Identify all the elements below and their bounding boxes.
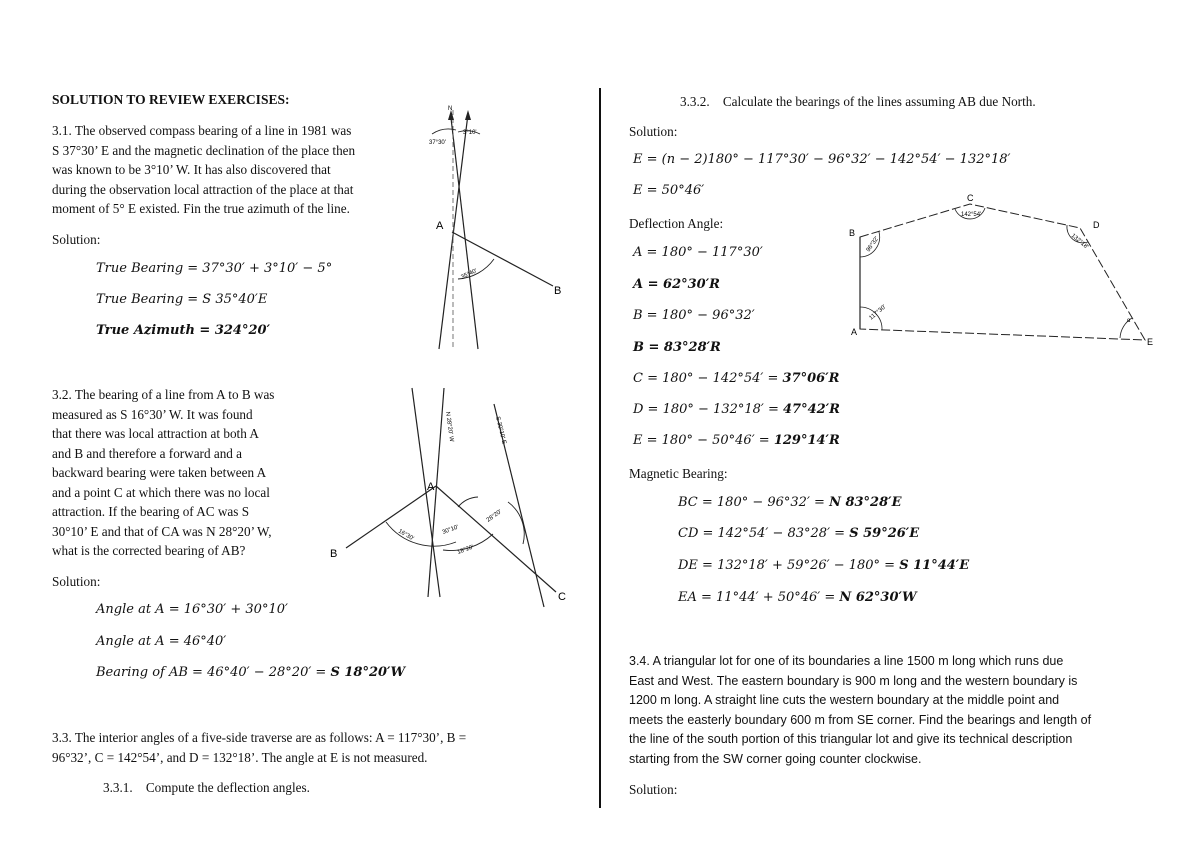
angle-label: 16°30' (397, 528, 415, 543)
point-b-label: B (330, 548, 338, 560)
angle-label: 96°32' (865, 235, 881, 254)
problem-line: 3.3. The interior angles of a five-side traverse are as follows: A = 117°30’, B = (52, 730, 467, 745)
problem-line: during the observation local attraction of the place at that (52, 181, 354, 197)
bearing-label: N 28°20' W (444, 411, 455, 443)
equation-text: E = 180° − 50°46′ = (633, 433, 774, 448)
traverse-polygon (860, 204, 1145, 340)
figure-3-3 (845, 192, 1163, 348)
north-label: N (448, 106, 453, 112)
equation-result: 129°14′R (773, 433, 840, 448)
problem-line: meets the easterly boundary 600 m from SE corner. Find the bearings and length of (629, 712, 1092, 727)
equation-result: N 83°28′E (829, 495, 902, 510)
equation-result: A = 62°30′R (633, 277, 720, 292)
problem-line: 96°32’, C = 142°54’, and D = 132°18’. The angle at E is not measured. (52, 749, 428, 765)
equation: Angle at A = 16°30′ + 30°10′ (96, 602, 288, 617)
point-e-label: E (1147, 337, 1154, 347)
equation-result: 37°06′R (782, 371, 840, 386)
angle-label: 3°10' (463, 130, 477, 136)
point-d-label: D (1093, 220, 1100, 230)
equation: True Bearing = S 35°40′E (96, 292, 268, 307)
angle-label: 18°20' (456, 544, 475, 556)
problem-line: 1200 m long. A straight line cuts the western boundary at the middle point and (629, 693, 1060, 707)
problem-3-4 (629, 652, 1149, 769)
point-b-label: B (554, 285, 562, 297)
equation (633, 402, 840, 417)
angle-label: 30°10' (441, 524, 460, 536)
point-b-label: B (849, 228, 856, 238)
figure-3-1 (418, 104, 578, 352)
equation (96, 665, 405, 680)
line-ab (346, 486, 436, 548)
true-north-line (439, 114, 468, 349)
equation: E = (n − 2)180° − 117°30′ − 96°32′ − 142°54′ − 132°18′ (633, 152, 1011, 167)
angle-arc (508, 502, 524, 544)
angle-arc (458, 497, 478, 507)
problem-line: moment of 5° E existed. Fin the true azimuth of the line. (52, 201, 350, 216)
problem-line: the line of the south portion of this triangular lot and give its technical description (629, 732, 1073, 746)
north-arrow-icon (465, 110, 471, 120)
equation (678, 558, 969, 573)
equation: Angle at A = 46°40′ (96, 634, 227, 649)
equation-result: True Azimuth = 324°20′ (96, 323, 270, 338)
equation-text: EA = 11°44′ + 50°46′ = (678, 590, 840, 605)
solution-label: Solution: (52, 574, 101, 589)
equation-result: S 59°26′E (849, 526, 920, 541)
angle-label: α (1127, 318, 1131, 324)
equation-result: B = 83°28′R (633, 340, 721, 355)
equation (633, 433, 840, 448)
equation (678, 526, 919, 541)
problem-line: measured as S 16°30’ W. It was found (52, 406, 253, 422)
problem-line: 3.4. A triangular lot for one of its boundaries a line 1500 m long which runs due (629, 654, 1064, 668)
point-c-label: C (967, 193, 974, 203)
bearing-label: S 30°10' E (494, 416, 507, 445)
problem-3-3-2: 3.3.2. Calculate the bearings of the lines assuming AB due North. (680, 94, 1036, 109)
deflection-label: Deflection Angle: (629, 216, 724, 231)
problem-line: was known to be 3°10’ W. It has also discovered that (52, 162, 331, 177)
problem-3-2 (52, 385, 314, 561)
problem-line: S 37°30’ E and the magnetic declination of the place then (52, 142, 356, 158)
equation (678, 495, 902, 510)
equation-result: 47°42′R (783, 402, 840, 417)
equation: True Bearing = 37°30′ + 3°10′ − 5° (96, 261, 333, 276)
angle-label: 132°18' (1069, 232, 1090, 251)
column-divider (599, 88, 601, 808)
equation-result: S 18°20′W (330, 665, 406, 680)
problem-3-3 (52, 728, 582, 767)
angle-label: 28°20' (485, 509, 503, 524)
problem-line: 3.1. The observed compass bearing of a line in 1981 was (52, 123, 352, 138)
equation-result: N 62°30′W (839, 590, 917, 605)
equation-text: DE = 132°18′ + 59°26′ − 180° = (678, 558, 900, 573)
problem-line: 3.2. The bearing of a line from A to B was (52, 387, 275, 402)
equation: E = 50°46′ (633, 183, 705, 198)
solution-label: Solution: (52, 232, 101, 247)
point-a-label: A (851, 327, 858, 337)
equation: A = 180° − 117°30′ (633, 245, 763, 260)
problem-line: that there was local attraction at both A (52, 426, 259, 441)
page-heading: SOLUTION TO REVIEW EXERCISES: (52, 92, 290, 107)
problem-line: attraction. If the bearing of AC was S (52, 504, 250, 519)
problem-3-1 (52, 121, 407, 219)
problem-line: backward bearing were taken between A (52, 465, 267, 480)
problem-line: East and West. The eastern boundary is 900 m long and the western boundary is (629, 673, 1078, 688)
point-c-label: C (558, 591, 566, 603)
equation (678, 590, 917, 605)
point-a-label: A (436, 220, 444, 232)
problem-line: and B and therefore a forward and a (52, 445, 243, 461)
angle-label: 37°30' (429, 140, 446, 146)
point-a-label: A (427, 481, 435, 493)
problem-3-3-1: 3.3.1. Compute the deflection angles. (103, 780, 310, 795)
equation-text: BC = 180° − 96°32′ = (678, 495, 830, 510)
problem-line: 30°10’ E and that of CA was N 28°20’ W, (52, 523, 272, 539)
angle-label: 117°30' (868, 304, 888, 322)
figure-3-2 (328, 382, 568, 612)
equation-text: D = 180° − 132°18′ = (633, 402, 784, 417)
equation (633, 371, 839, 386)
problem-line: starting from the SW corner going counter clockwise. (629, 751, 922, 766)
angle-label: 142°54' (961, 212, 982, 218)
solution-label: Solution: (629, 124, 678, 139)
problem-line: and a point C at which there was no local (52, 484, 270, 500)
equation: B = 180° − 96°32′ (633, 308, 755, 323)
solution-label: Solution: (629, 782, 678, 797)
problem-line: what is the corrected bearing of AB? (52, 543, 246, 558)
equation-text: Bearing of AB = 46°40′ − 28°20′ = (96, 665, 331, 680)
line-ac (436, 486, 556, 592)
equation-result: S 11°44′E (899, 558, 970, 573)
angle-label: 35°40' (460, 268, 479, 281)
equation-text: CD = 142°54′ − 83°28′ = (678, 526, 850, 541)
equation-text: C = 180° − 142°54′ = (633, 371, 783, 386)
magnetic-label: Magnetic Bearing: (629, 466, 728, 481)
